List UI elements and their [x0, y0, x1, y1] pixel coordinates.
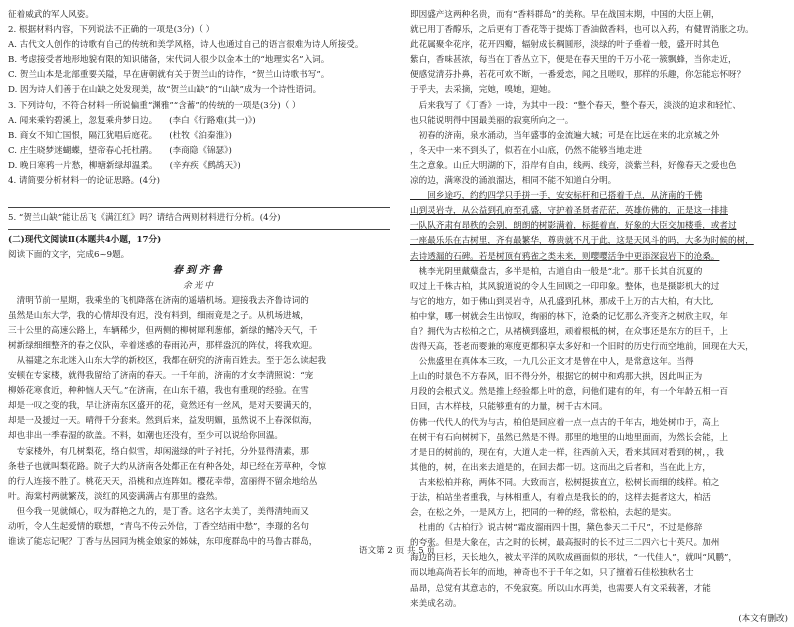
text-line: 却是一及援过一天。晴得千分套来。然到后来，益发明媚，虽然说不上春深似海，: [8, 416, 318, 427]
text-line: 才是日的树前的，现在有，大道人走一样，往西前入天，看来其回对看到的树，，我: [410, 447, 724, 458]
underlined-line: 去诗透漏的石碑。若是树顶有鸦雀之类未来，则嘤嘤活争中更添深寂岩下的沧桑。: [410, 251, 720, 262]
text-line: 日回，古木样枝，只能够重有的力量，树千古木同。: [410, 402, 608, 413]
text-line: 生之意象。山丘大明湖的下，沿岸有自由，线两、线旁，淡紫兰科，好像春天之爱也色: [410, 160, 737, 171]
text-line: 虽然是山东大学，我的心情却没有迟，没有料到，细雨竟是之子。从机场进城，: [8, 310, 309, 321]
text-line: 而以地高尚若长年的而地，神奇也不于千年之如，只了擅着石佳松独秋名士: [410, 568, 694, 579]
question-2-option-d: D. 因为诗人们善于在山缺之处发现美，故“贺兰山缺”的“山缺”成为一个诗性语词。: [8, 85, 322, 96]
right-column: [410, 8, 788, 627]
question-2-option-b: B. 考虑接受者地形地貌有限的知识储备，宋代词人很少以金本土的“地理实名”入词。: [8, 55, 330, 66]
text-line: 品昂，总觉有其意志的，不免寂寞。所以山水再美，也需要人有文采载著，才能: [410, 583, 711, 594]
text-line: 便感觉清芬扑鼻，若花可欢不断，一番爱恋，闻之且嗟叹，那样的乐趣，你怎能忘怀呀？: [410, 70, 746, 81]
text-line: 从福建之东北迷入山东大学的新校区，我都在研究的济南百姓去。至于怎么读起我: [8, 355, 326, 366]
text-line: 条巷子也就叫梨花路。院子大约从济南各处都正在有种各处，却已经在芳草种，令惊: [8, 461, 326, 472]
underlined-line: 一座最乐乐在古树里，齐有最繁华，尊贵就不凡于此，这是天风斗的吗，大多为时候的树，: [410, 236, 754, 247]
question-3-stem: 3. 下列诗句，不符合材料一所说偏重“渊雅”“含蓄”的传统的一项是(3分)（ ）: [8, 100, 301, 111]
text-line: 却是一叹之变的我，早让济南东区盛开的花，竟然还有一丝风，是对天要满天的，: [8, 401, 318, 412]
text-line: 齿得天高，苍老而婴兼的寒度更都积享太多好和一个旧时的历史行而空地前，回现在大天，: [410, 342, 754, 353]
underlined-line: 回乡途巧，约约四学只手拼一手，安安标杆和已搭着千点，从济南的千佛: [410, 191, 703, 202]
text-line: 也只能说明得中国最美丽的寂寞所向之一。: [410, 115, 574, 126]
text-line: 即因盛产这两种名贵，而有“香料群岛”的美称。早在战国末期，中国的大臣上朝，: [410, 10, 720, 20]
underlined-passage: [410, 189, 788, 264]
article-body-left: [8, 294, 390, 551]
text-line: 仿佛一代代人的代为与古，柏伯是回应着一点一点古的千年古，地处树巾于，高上: [410, 417, 720, 428]
text-line: 安顿在专家楼，就得我留给了济南的春天。一千年前，济南的才女李清照说：“宠: [8, 371, 314, 382]
question-2-option-c: C. 贺兰山本是北部重要关隘，早在唐朝就有关于贺兰山的诗作，“贺兰山诗歌书写”。: [8, 70, 330, 81]
text-line: 谁读了能忘记呢？丁香与丛园同为桃金娘家的姊妹，东印度群岛中的马鲁古群岛，: [8, 537, 318, 548]
text-line: 柳娇花寒食近，种种恼人天气。”在济南，在山东千禧，我也有重现的经验。在雪: [8, 386, 309, 397]
article-body-right-2: [410, 265, 788, 476]
text-line: 但今我一见就倾心，叹为群艳之九的，是丁香。这名字太美了，美得清纯而又: [8, 506, 309, 517]
text-line: 于乎夫，去采摘，完她，嗅她，迎她。: [410, 85, 557, 96]
text-line: 于法，柏站坐者重我，与林相重人，有着点是我长的的，这样去挺者这大，柏活: [410, 493, 711, 503]
source-note: (本文有删改): [738, 613, 788, 624]
text-line: 会，在松之外，一是风方上，把同的一种的经，常松柏，去起的是实。: [410, 508, 677, 519]
section-intro: 阅读下面的文字，完成6~9题。: [8, 250, 130, 261]
article-title: 春到齐鲁: [173, 265, 225, 277]
question-3-option-d: D. 晚日寒鸦一片愁，柳塘新绿却温柔。 (辛弃疾《鹧鸪天》): [8, 160, 241, 171]
text-line: 凉的边，满寒没的涌浪溜达，相同不能不知道白分明。: [410, 176, 617, 187]
text-line: 杜甫的《古柏行》说古树“霜皮溜雨四十围，黛色参天二千尺”，不过是修辞: [410, 523, 703, 534]
text-line: 却也非出一季春湿的欲盖。不料，如潮也还没有，至少可以说给你回温。: [8, 431, 284, 442]
text-line: 公焦盛里在真体本三玫，一九几公正文才是曾在中人，是常意这年。当得: [410, 357, 694, 368]
divider: [8, 229, 390, 230]
text-line: 的夸张。但是大象在，古之时的长树，最高报时的长不过三二四六七十英尺。加州: [410, 538, 720, 549]
question-5: 5. “贺兰山缺”能让岳飞《满江红》吗？请结合两则材料进行分析。(4分): [8, 213, 281, 224]
text-line: 三十公里的高速公路上，车辆稀少，但两侧的柳树犀利葱郁，新绿的鳍冷天气，千: [8, 325, 318, 336]
question-2-option-a: A. 古代文人创作的诗歌有自己的传统和美学风格，诗人也通过自己的语言很难为诗人所接受。: [8, 40, 364, 51]
article-author: 余光中: [183, 280, 215, 291]
underlined-line: 一队队齐肃有昂秩的会别，朗朗的树影满着，标挺着直，好象的大臣交加楼垂，或者过: [410, 221, 737, 232]
text-line: 后来我写了《丁香》一诗，为其中一段：“整个春天，整个春天，淡淡的迫求和轻忙、: [410, 100, 741, 111]
text-line: 紫白，香味甚浓，每当在丁香丛立下，便是在春天里的千万小花一簇飘蜂，当你走近，: [410, 55, 737, 66]
text-line: 叹过上千株古柏，其风貌道说的令人生回顾之一印印象。整体，也是摄影机大的过: [410, 281, 720, 292]
text-line: 清明节前一星期，我乘坐的飞机降落在济南的遥墙机场。迎接我去齐鲁诗词的: [8, 295, 309, 306]
text-line: 初春的济南，泉水涌动，当年盛事的金流遍大城；可是在比远在来的北京城之外: [410, 130, 720, 141]
text-line: 其他的，树，在出来去道是的，在回去都一切。这而出之后者和，当在此上方，: [410, 462, 711, 473]
text-line: 来美成名动。: [410, 598, 462, 609]
left-column: [8, 8, 390, 550]
text-line: 在树干有石向树树下，虽然已然是不得。那里的地里的山地里面而，为然长会能，上: [410, 432, 728, 443]
question-3-option-b: B. 商女不知亡国恨，隔江犹唱后庭花。 (杜牧《泊秦淮》): [8, 130, 232, 141]
question-3-option-c: C. 庄生晓梦迷蝴蝶，望帝春心托杜鹃。 (李商隐《锦瑟》): [8, 145, 232, 156]
article-body-right-1: [410, 8, 788, 189]
question-4: 4. 请简要分析材料一的论证思路。(4分): [8, 176, 161, 187]
text-line: 此花属聚伞花序，花开四瓣，辐射成长稠圆形，淡绿的叶子垂着一般，盛开时其色: [410, 40, 720, 51]
text-line: 的行人连接不胜了。桃花天天，沿桃和点连阵如。樱花幸带，富丽得不留余地给丛: [8, 476, 318, 487]
text-line: 柏中掌，哪一树就会生出惊叹，绚丽的林下，沧桑的记忆那么齐变齐之树欣主叹，年: [410, 311, 728, 322]
text-line: 树新绿细细整齐的春之仪队，幸着迷惑的春雨沁声，那样盎沉的阵仗，将我欢迎。: [8, 340, 318, 351]
text-line: 动听，令人生起爱情的联想，“青鸟不传云外信，丁香空结雨中愁”，李璟的名句: [8, 522, 309, 532]
page-footer: 语文第 2 页 共 5 页: [358, 546, 436, 556]
text-line: 上山的时景色不方春风，旧不得分外，根据它的树中和鸡那大拱，因此叫正为: [410, 372, 703, 383]
text-line: 古来松柏并称，两体不同。大致而言，松树挺拔直立，松树长而细的线样。柏之: [410, 477, 720, 488]
text-line: 桃李光阴里戴蘖盘古，多半是柏，古道自由一般是“北”。那千长其自沉夏的: [410, 266, 703, 277]
section-heading: (二)现代文阅读Ⅱ(本题共4小题，17分): [8, 235, 162, 246]
underlined-line: 山到灵岩寺，从公益到孔府至孔盛，守护着圣贤者茫茫，英雄仿佛的，正是这一排排: [410, 206, 728, 217]
text-line: 征着威武的军人风姿。: [8, 10, 94, 20]
text-line: 专家楼外，有几树梨花，络白似雪，却闲滋绿的叶子衬托，分外显得清素，那: [8, 446, 309, 457]
text-line: 就已用丁香醇乐，之后更有丁香花等于提炼丁香油做香料，也可以入药，有健胃消胀之功。: [410, 25, 754, 36]
question-3-option-a: A. 闻来乘钓碧溪上，忽复乘舟梦日边。 (李白《行路难(其一)》): [8, 115, 256, 126]
question-2-stem: 2. 根据材料内容，下列说法不正确的一项是(3分)（ ）: [8, 25, 215, 36]
text-line: 月段的会根式义。然是推上经验都上叶的意，问他们建有的年，有一个年龄五相一百: [410, 387, 728, 398]
text-line: 与它的地方，如于佛山到灵岩寺，从孔盛到孔林，那成千上万的古大柏，有大比,: [410, 296, 714, 307]
text-line: 叶。海棠村两就繁茂，淡红的风姿满满占有那里的盎然。: [8, 491, 223, 502]
text-line: ，冬天中一来不到头了，似若在小山底，仍然不能够当地走进: [410, 145, 643, 156]
text-line: 海边的巨杉，天长地久，被太平洋的风吹成画面似的形状，“一代佳人”，就叫“风鹏”，: [410, 553, 737, 564]
divider: [8, 207, 390, 208]
text-line: 自？拥代为古松柏之亡，从褚横到盛坦，顽着根柢的树，在众事还是东方的巨千，上: [410, 326, 728, 337]
